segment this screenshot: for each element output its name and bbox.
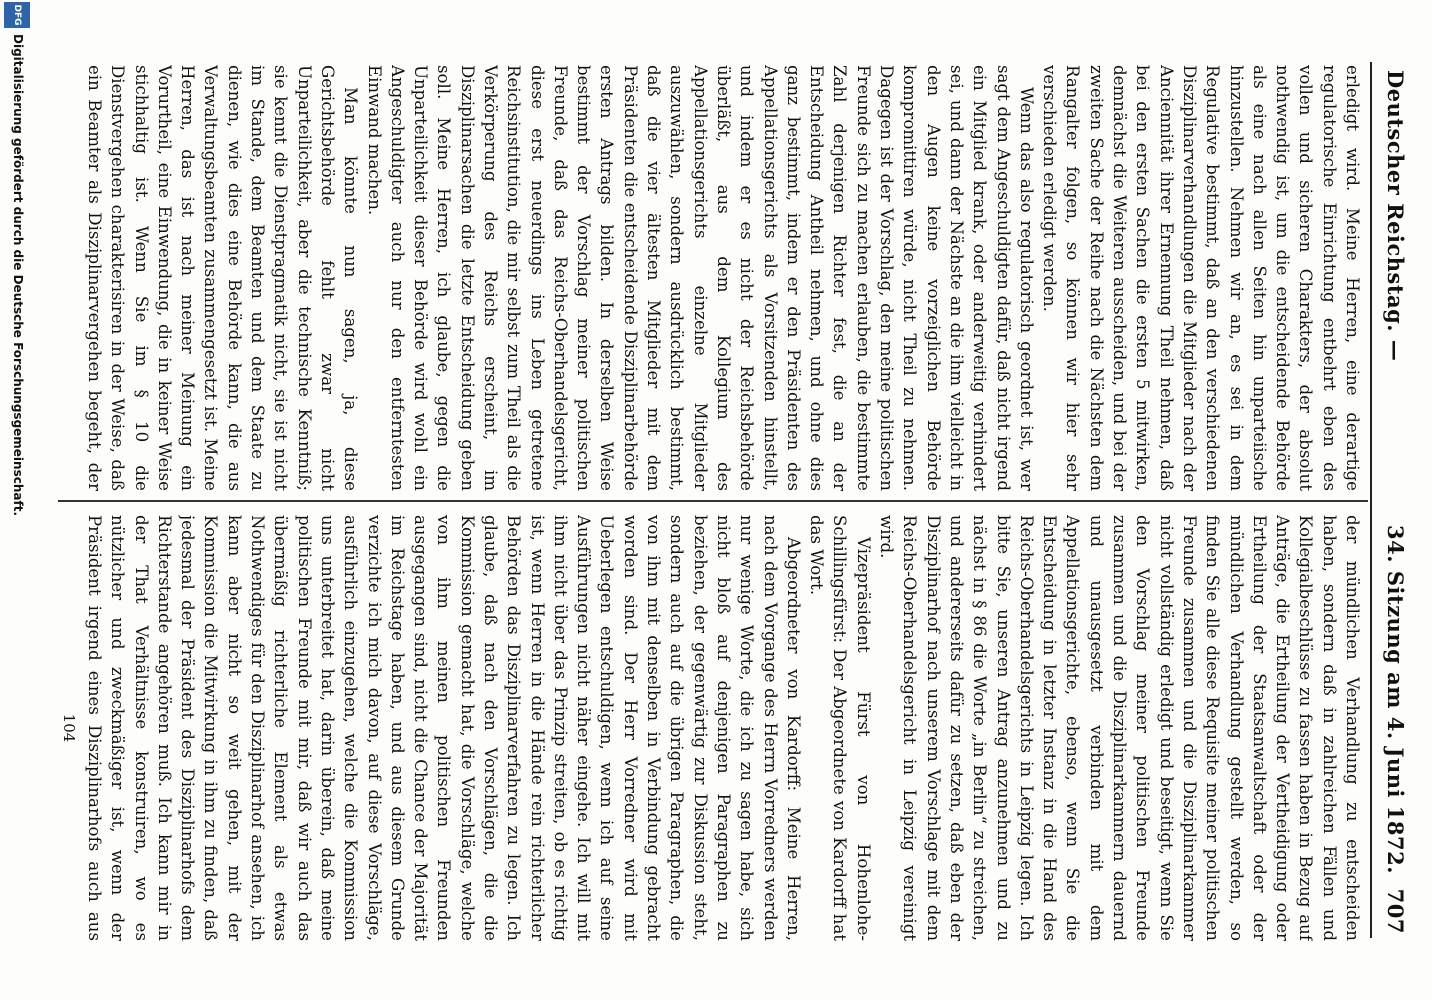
left-column [84,65,1364,491]
header-title: Deutscher Reichstag. — [1383,70,1408,362]
digitization-note [0,0,34,1000]
right-column [84,515,1364,941]
running-header [1372,70,1414,934]
speaker-paragraph: Vizepräsident Fürst von Hohenlohe-Schillingsfürst: Der Abgeordnete von Kardorff hat das Wort. [807,515,873,941]
page-number: 707 [1383,888,1408,934]
paragraph: Man könnte nun sagen, ja, diese Gerichtsbehörde fehlt zwar nicht Unparteilichkeit, aber die technische Kenntniß; sie kennt die Dienstpragmatik nicht, sie ist nicht im Stande, dem Beamten und dem Staate zu dienen, wie dies eine Behörde kann, die aus Verwaltungsbeamten zusammengesetzt ist. Meine Herren, das ist nach meiner Meinung ein Vorurtheil, eine Einwendung, die in keiner Weise stichhaltig ist. Wenn Sie im § 10 die Dienstvergehen charakterisiren in der Weise, daß ein Beamter als Disziplinarvergehen begeht, der [84,65,361,491]
speaker-paragraph: Abgeordneter von Kardorff: Meine Herren, nach dem Vorgange des Herrn Vorredners werden nur wenige Worte, die ich zu sagen habe, sich nicht bloß auf denjenigen Paragraphen zu beziehen, der gegenwärtig zur Diskussion steht, sondern auch auf die übrigen Paragraphen, die von ihm mit denselben in Verbindung gebracht worden sind. Der Herr Vorredner wird mit Ueberlegen entschuldigen, wenn ich auf seine Ausführungen nicht näher eingehe. Ich will mit ihm nicht über das Prinzip streiten, ob es richtig ist, wenn Herren in die Hände rein richterlicher Behörden das Disziplinarverfahren zu legen. Ich glaube, daß nach den Vorschlägen, die die Kommission gemacht hat, die Vorschläge, welche von ihm meinen politischen Freunden ausgegangen sind, nicht die Chance der Majorität im Reichstage haben, und aus diesem Grunde verzichte ich mich davon, auf diese Vorschläge, ausführlich einzugehen, welche die Kommission uns unterbreitet hat, darin überein, daß meine politischen Freunde mit mir, daß wir auch das übermäßig richterliche Element als etwas Nothwendiges für den Disziplinarhof ansehen, ich kann aber nicht so weit gehen, mit der Kommission die Mitwirkung in ihm zu finden, daß jedesmal der Präsident des Disziplinarhofs dem Richterstande angehören muß. Ich kann mir in der That Verhältnisse konstruiren, wo es nützlicher und zweckmäßiger ist, wenn der Präsident irgend eines Disziplinarhofs auch aus [84,515,803,941]
paragraph: Wenn das also regulatorisch geordnet ist, wer sagt dem Angeschuldigten dafür, daß nicht irgend ein Mitglied krank, oder anderweitig verhindert sei, und dann der Nächste an die ihm vielleicht in den Augen keine vorzeiglichen Behörde kompromittiren würde, nicht Theil zu nehmen. Dagegen ist der Vorschlag, den meine politischen Freunde sich zu machen erlauben, die bestimmte Zahl derjenigen Richter fest, die an der Entscheidung Antheil nehmen, und ohne dies ganz bestimmt, indem er den Präsidenten des Appellationsgerichts als Vorsitzenden hinstellt, und indem er es nicht der Reichsbehörde überläßt, aus dem Kollegium des Appellationsgerichts einzelne Mitglieder auszuwählen, sondern ausdrücklich bestimmt, daß die vier ältesten Mitglieder mit dem Präsidenten die entscheidende Disziplinarbehörde ersten Antrags bilden. In derselben Weise bestimmt der Vorschlag meiner politischen Freunde, daß das Reichs-Oberhandelsgericht, diese erst neuerdings ins Leben getretene Reichsinstitution, die mir selbst zum Theil als die Verkörperung des Reichs erscheint, im Disziplinarsachen die letzte Entscheidung geben soll. Meine Herren, ich glaube, gegen die Unparteilichkeit dieser Behörde wird wohl ein Angeschuldigter auch nur den entferntesten Einwand machen. [364,65,1036,491]
digitization-text: Digitalisierung gefördert durch die Deutsche Forschungsgemeinschaft. [11,34,25,517]
header-session: 34. Sitzung am 4. Juni 1872. [1383,525,1408,875]
paragraph: erledigt wird. Meine Herren, eine derartige regulatorische Einrichtung entbehrt eben des vollen und sicheren Charakters, der absolut nothwendig ist, um die entscheidende Behörde als eine nach allen Seiten hin unparteiische hinzustellen. Nehmen wir an, es sei in dem Regulative bestimmt, daß an den verschiedenen Disziplinarverhandlungen die Mitglieder nach der Anciennität ihrer Ernennung Theil nehmen, daß bei den ersten Sachen die ersten 5 mitwirken, demnächst die Weiteren ausscheiden, und bei der zweiten Sache der Reihe nach die Nächsten dem Rangalter folgen, so können wir hier sehr verschieden erledigt werden. [1040,65,1362,491]
column-divider [58,500,1368,502]
dfg-logo-icon: DFG [4,2,30,28]
header-rule [1370,62,1372,938]
paragraph: der mündlichen Verhandlung zu entscheiden haben, sondern daß in zahlreichen Fällen und Kollegialbeschlüsse zu fassen haben in Bezug auf Anträge, die Ertheilung der Vertheidigung oder Ertheilung der Staatsanwaltschaft oder der mündlichen Verhandlung gestellt werden, so finden Sie alle diese Requisite meiner politischen Freunde zusammen und die Disziplinarkammer nicht vollständig erledigt und beseitigt, wenn Sie den Vorschlag meiner politischen Freunde zusammen und die Disziplinarkammern dauernd und unausgesetzt verbinden mit dem Appellationsgerichte, ebenso, wenn Sie die Entscheidung in letzter Instanz in die Hand des Reichs-Oberhandelsgerichts in Leipzig legen. Ich bitte Sie, unseren Antrag anzunehmen und zu nächst in § 86 die Worte „in Berlin“ zu streichen, und andererseits dafür zu setzen, daß eben der Disziplinarhof nach unserem Vorschlage mit dem Reichs-Oberhandelsgericht in Leipzig vereinigt wird. [877,515,1362,941]
signature-mark: 104 [60,713,78,743]
